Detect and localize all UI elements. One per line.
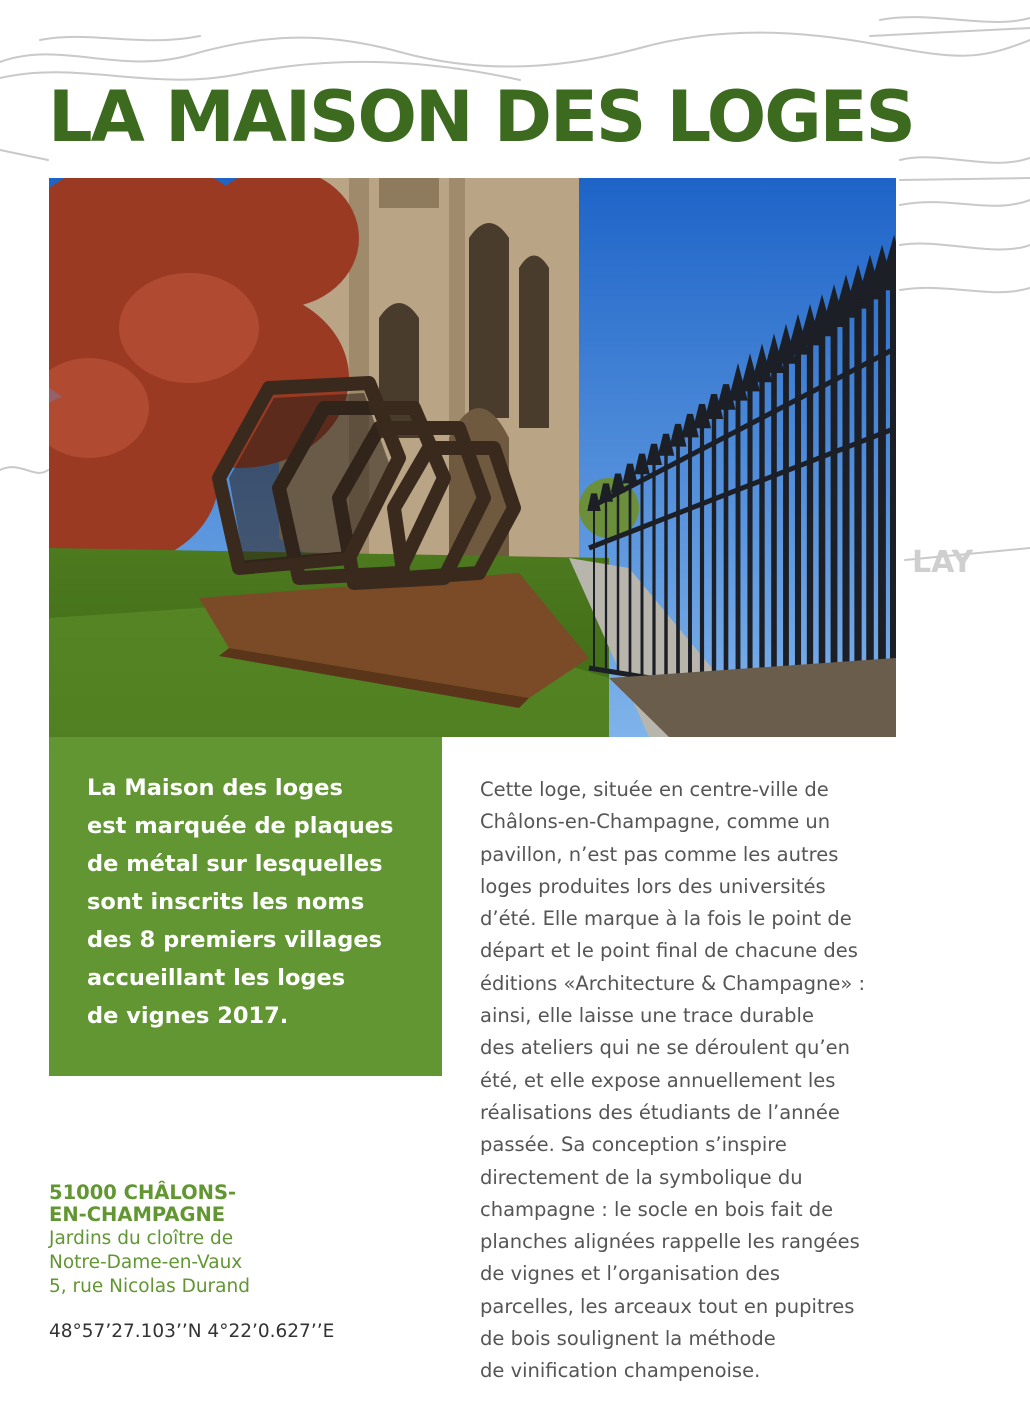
body-paragraph: Cette loge, située en centre-ville de Châlons-en-Champagne, comme un pavillon, n’est pas comme les autres loges produites lors des universités d’été. Elle marque à la fois le point de départ et le point final de chacune des éditions «Architecture & Champagne» : ainsi, elle laisse une trace durable des ateliers qui ne se déroulent qu’en été, et elle expose annuellement les réalisations des étudiants de l’année passée. Sa conception s’inspire directement de la symbolique du champagne : le socle en bois fait de planches alignées rappelle les rangées de vignes et l’organisation des parcelles, les arceaux tout en pupitres de bois soulignent la méthode de vinification champenoise. — [480, 778, 866, 1383]
gps-coordinates: 48°57’27.103’’N 4°22’0.627’’E — [49, 1321, 335, 1342]
page-title: LA MAISON DES LOGES — [48, 76, 914, 158]
sketch-label: LAY — [912, 545, 974, 580]
photo — [49, 178, 896, 737]
address-city: 51000 CHÂLONS- EN-CHAMPAGNE — [49, 1181, 237, 1226]
address-lines: Jardins du cloître de Notre-Dame-en-Vaux 5, rue Nicolas Durand — [49, 1228, 250, 1297]
callout-box — [49, 737, 442, 1076]
address-block — [49, 1182, 409, 1299]
callout-text: La Maison des loges est marquée de plaques de métal sur lesquelles sont inscrits les noms des 8 premiers villages accueillant les loges de vignes 2017. — [87, 775, 394, 1029]
